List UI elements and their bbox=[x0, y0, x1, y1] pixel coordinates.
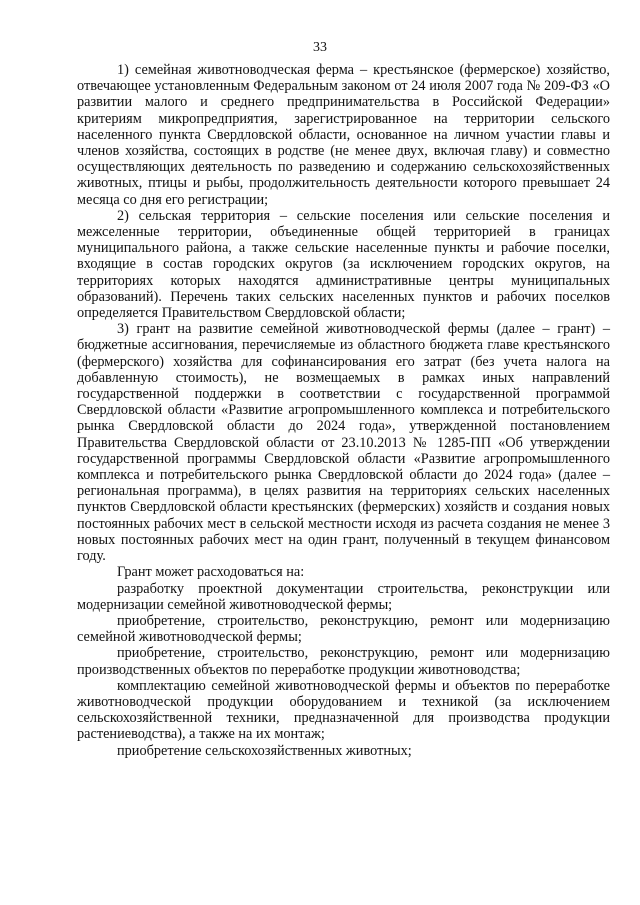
paragraph-definition-rural-territory: 2) сельская территория – сельские поселения или сельские поселения и межселенные территории, объединенные общей территорией в границах муниципального района, а также сельские населенные пункты и рабочие поселки, входящие в состав городских округов (за исключением городских округов, на территориях которых находятся административные центры муниципальных образований). Перечень таких сельских населенных пунктов и рабочих поселков определяется Правительством Свердловской области; bbox=[77, 207, 610, 322]
paragraph-usage-processing-facilities: приобретение, строительство, реконструкцию, ремонт или модернизацию производственных объектов по переработке продукции животноводства; bbox=[77, 645, 610, 678]
paragraph-grant-usage-intro: Грант может расходоваться на: bbox=[117, 564, 305, 581]
paragraph-usage-farm-construction: приобретение, строительство, реконструкцию, ремонт или модернизацию семейной животноводческой фермы; bbox=[77, 612, 610, 646]
paragraph-usage-design-docs: разработку проектной документации строительства, реконструкции или модернизации семейной животноводческой фермы; bbox=[77, 580, 610, 613]
paragraph-definition-family-farm: 1) семейная животноводческая ферма – крестьянское (фермерское) хозяйство, отвечающее установленным Федеральным законом от 24 июля 2007 года № 209-ФЗ «О развитии малого и среднего предпринимательства в Российской Федерации» критериям микропредприятия, зарегистрированное на территории сельского населенного пункта Свердловской области, основанное на личном участии главы и членов хозяйства, состоящих в родстве (не менее двух, включая главу) и совместно осуществляющих деятельность по разведению и содержанию сельскохозяйственных животных, птицы и рыбы, продолжительность деятельности которого превышает 24 месяца со дня его регистрации; bbox=[77, 62, 610, 208]
document-body bbox=[77, 62, 610, 759]
paragraph-usage-animals: приобретение сельскохозяйственных животных; bbox=[117, 742, 412, 759]
paragraph-definition-grant: 3) грант на развитие семейной животноводческой фермы (далее – грант) – бюджетные ассигнования, перечисляемые из областного бюджета главе крестьянского (фермерского) хозяйства для софинансирования его затрат (без учета налога на добавленную стоимость), не возмещаемых в рамках иных направлений государственной поддержки в соответствии с государственной программой Свердловской области «Развитие агропромышленного комплекса и потребительского рынка Свердловской области до 2024 года», утвержденной постановлением Правительства Свердловской области от 23.10.2013 № 1285-ПП «Об утверждении государственной программы Свердловской области «Развитие агропромышленного комплекса и потребительского рынка Свердловской области до 2024 года» (далее – региональная программа), в целях развития на территориях сельских населенных пунктов Свердловской области крестьянских (фермерских) хозяйств и создания новых постоянных рабочих мест в сельской местности исходя из расчета создания не менее 3 новых постоянных рабочих мест на один грант, полученный в текущем финансовом году. bbox=[77, 321, 610, 565]
page-number: 33 bbox=[313, 40, 327, 55]
paragraph-usage-equipment: комплектацию семейной животноводческой фермы и объектов по переработке животноводческой продукции оборудованием и техникой (за исключением сельскохозяйственной техники, предназначенной для производства продукции растениеводства), а также на их монтаж; bbox=[77, 677, 610, 743]
